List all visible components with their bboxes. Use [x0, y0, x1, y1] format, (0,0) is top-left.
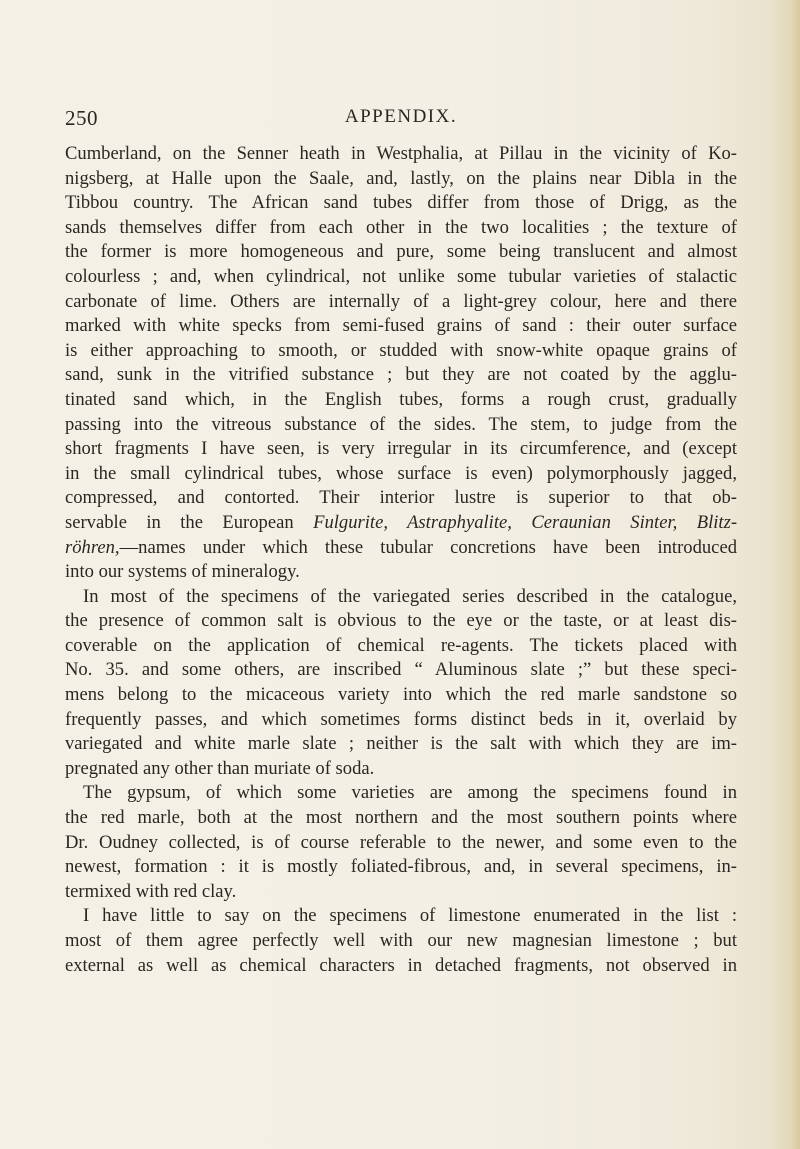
line-text: is either approaching to smooth, or studded with snow-white opaque grains of: [65, 339, 737, 361]
line-text: pregnated any other than muriate of soda.: [65, 757, 375, 779]
text-line: [65, 265, 737, 290]
text-line: [65, 634, 737, 659]
line-text: coverable on the application of chemical re-agents. The tickets placed with: [65, 634, 737, 656]
line-text: in the small cylindrical tubes, whose surface is even) polymorphously jagged,: [65, 462, 737, 484]
text-line: [65, 363, 737, 388]
text-line: [65, 904, 737, 929]
text-line: [65, 339, 737, 364]
line-text: tinated sand which, in the English tubes, forms a rough crust, gradually: [65, 388, 737, 410]
line-text: sands themselves differ from each other in the two localities ; the texture of: [65, 216, 737, 238]
line-text: termixed with red clay.: [65, 880, 237, 902]
text-line: [65, 806, 737, 831]
line-text: —names under which these tubular concretions have been introduced: [119, 536, 737, 558]
line-text: into our systems of mineralogy.: [65, 561, 300, 583]
body-text: [65, 142, 737, 978]
text-line: [65, 437, 737, 462]
text-line: [65, 486, 737, 511]
text-line: [65, 191, 737, 216]
line-text: marked with white specks from semi-fused grains of sand : their outer surface: [65, 315, 737, 337]
text-line: [65, 757, 737, 782]
text-line: [65, 683, 737, 708]
line-text: the former is more homogeneous and pure, some being translucent and almost: [65, 241, 737, 263]
line-text: short fragments I have seen, is very irregular in its circumference, and (except: [65, 438, 737, 460]
text-line: [65, 142, 737, 167]
text-line: [65, 388, 737, 413]
line-text: I have little to say on the specimens of limestone enumerated in the list :: [83, 905, 737, 927]
text-line: [65, 880, 737, 905]
line-text: compressed, and contorted. Their interior lustre is superior to that ob-: [65, 487, 737, 509]
line-text: carbonate of lime. Others are internally of a light-grey colour, here and there: [65, 290, 737, 312]
text-line: [65, 658, 737, 683]
text-line: [65, 413, 737, 438]
line-text: sand, sunk in the vitrified substance ; but they are not coated by the agglu-: [65, 364, 737, 386]
line-text: variegated and white marle slate ; neither is the salt with which they are im-: [65, 733, 737, 755]
text-line: [65, 167, 737, 192]
line-text: colourless ; and, when cylindrical, not unlike some tubular varieties of stalactic: [65, 265, 737, 287]
line-text: The gypsum, of which some varieties are among the specimens found in: [83, 782, 737, 804]
text-line: [65, 536, 737, 561]
line-text: Cumberland, on the Senner heath in Westphalia, at Pillau in the vicinity of Ko-: [65, 143, 737, 164]
line-text: most of them agree perfectly well with our new magnesian limestone ; but: [65, 930, 737, 951]
italic-term: Fulgurite, Astraphyalite, Ceraunian Sinter, Blitz-: [313, 511, 738, 533]
text-line: [65, 855, 737, 880]
line-text: Tibbou country. The African sand tubes differ from those of Drigg, as the: [65, 192, 737, 214]
text-line: [65, 609, 737, 634]
line-text: external as well as chemical characters in detached fragments, not observed in: [65, 954, 737, 976]
text-line: [65, 929, 737, 954]
line-text: In most of the specimens of the variegated series described in the catalogue,: [83, 585, 737, 607]
text-line: [65, 462, 737, 487]
page-edge-stain: [770, 0, 800, 1149]
text-line: [65, 560, 737, 585]
text-line: [65, 290, 737, 315]
line-text: mens belong to the micaceous variety into which the red marle sandstone so: [65, 684, 737, 706]
line-text: frequently passes, and which sometimes forms distinct beds in it, overlaid by: [65, 708, 737, 730]
line-text: servable in the European: [65, 511, 294, 533]
line-text: nigsberg, at Halle upon the Saale, and, lastly, on the plains near Dibla in the: [65, 167, 737, 189]
text-line: [65, 216, 737, 241]
text-line: [65, 831, 737, 856]
text-line: [65, 314, 737, 339]
running-head: APPENDIX.: [344, 106, 458, 127]
page-number: 250: [65, 106, 98, 130]
text-line: [65, 954, 737, 979]
italic-term: röhren,: [65, 536, 120, 558]
text-line: [65, 732, 737, 757]
line-text: Dr. Oudney collected, is of course referable to the newer, and some even to the: [65, 831, 737, 853]
text-line: [65, 781, 737, 806]
text-line: [65, 585, 737, 610]
text-line: [65, 511, 737, 536]
text-line: [65, 708, 737, 733]
line-text: newest, formation : it is mostly foliated-fibrous, and, in several specimens, in-: [65, 856, 737, 878]
line-text: No. 35. and some others, are inscribed “ Aluminous slate ;” but these speci-: [65, 659, 737, 681]
line-text: the presence of common salt is obvious to the eye or the taste, or at least dis-: [65, 610, 737, 632]
page-header: [65, 106, 737, 136]
line-text: passing into the vitreous substance of the sides. The stem, to judge from the: [65, 413, 737, 435]
line-text: the red marle, both at the most northern and the most southern points where: [65, 807, 737, 829]
text-line: [65, 240, 737, 265]
